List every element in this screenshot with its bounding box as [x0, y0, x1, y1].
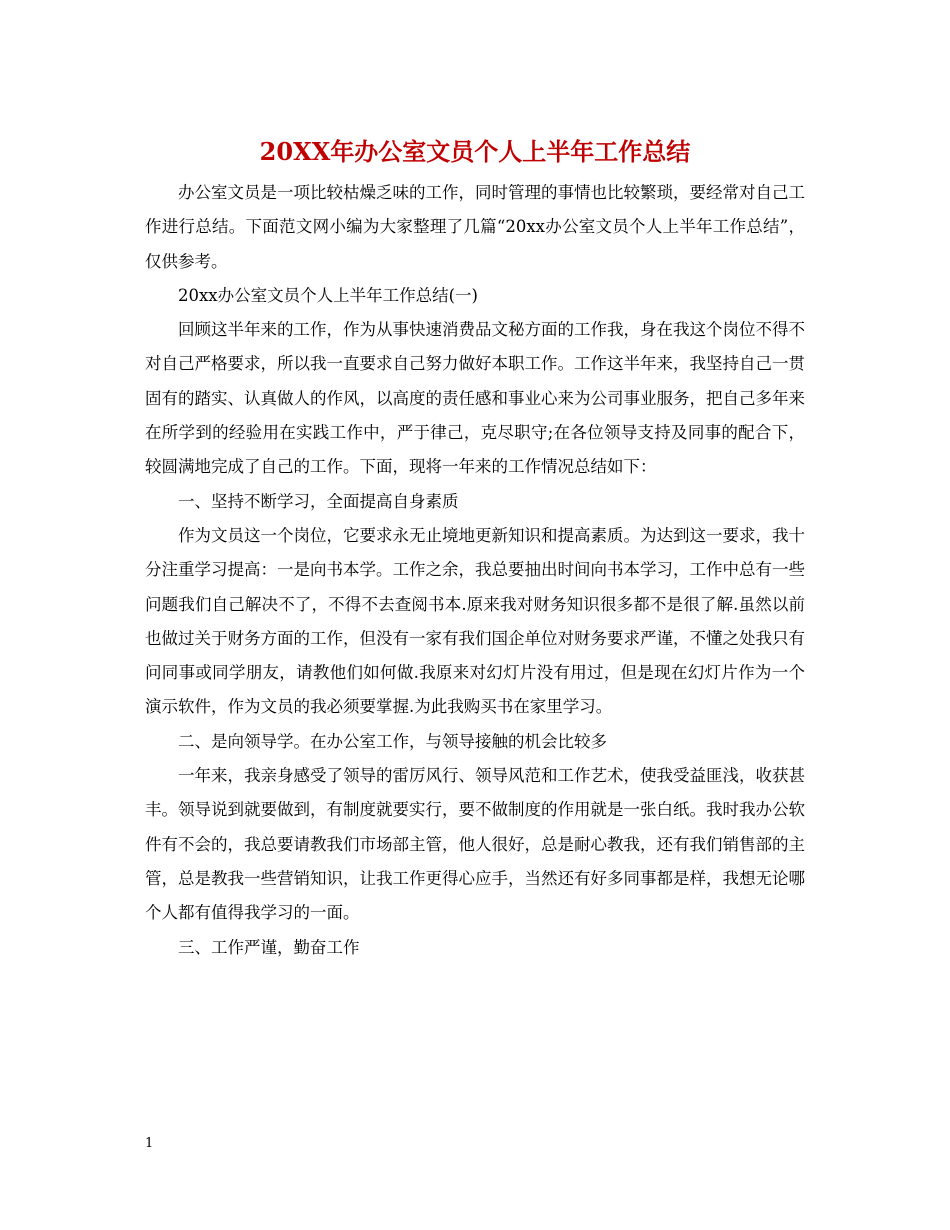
page-number: 1 [145, 1136, 154, 1151]
paragraph-heading-3: 三、工作严谨，勤奋工作 [178, 937, 360, 957]
document-body [145, 176, 805, 965]
paragraph-heading-1: 一、坚持不断学习，全面提高自身素质 [178, 491, 459, 511]
paragraph-intro: 办公室文员是一项比较枯燥乏味的工作，同时管理的事情也比较繁琐，要经常对自己工作进行总结。下面范文网小编为大家整理了几篇“20xx办公室文员个人上半年工作总结”，仅供参考。 [145, 183, 805, 271]
paragraph-leadership: 一年来，我亲身感受了领导的雷厉风行、领导风范和工作艺术，使我受益匪浅，收获甚丰。领导说到就要做到，有制度就要实行，要不做制度的作用就是一张白纸。我时我办公软件有不会的，我总要请教我们市场部主管，他人很好，总是耐心教我，还有我们销售部的主管，总是教我一些营销知识，让我工作更得心应手，当然还有好多同事都是样，我想无论哪个人都有值得我学习的一面。 [145, 766, 805, 923]
document-title: 20XX年办公室文员个人上半年工作总结 [259, 137, 691, 166]
paragraph-study: 作为文员这一个岗位，它要求永无止境地更新知识和提高素质。为达到这一要求，我十分注重学习提高：一是向书本学。工作之余，我总要抽出时间向书本学习，工作中总有一些问题我们自己解决不了，不得不去查阅书本.原来我对财务知识很多都不是很了解.虽然以前也做过关于财务方面的工作，但没有一家有我们国企单位对财务要求严谨，不懂之处我只有问同事或同学朋友，请教他们如何做.我原来对幻灯片没有用过，但是现在幻灯片作为一个演示软件，作为文员的我必须要掌握.为此我购买书在家里学习。 [145, 525, 805, 717]
paragraph-section-heading: 20xx办公室文员个人上半年工作总结(一) [178, 285, 478, 305]
paragraph-review: 回顾这半年来的工作，作为从事快速消费品文秘方面的工作我，身在我这个岗位不得不对自己严格要求，所以我一直要求自己努力做好本职工作。工作这半年来，我坚持自己一贯固有的踏实、认真做人的作风，以高度的责任感和事业心来为公司事业服务，把自己多年来在所学到的经验用在实践工作中，严于律己，克尽职守;在各位领导支持及同事的配合下，较圆满地完成了自己的工作。下面，现将一年来的工作情况总结如下： [145, 320, 805, 477]
paragraph-heading-2: 二、是向领导学。在办公室工作，与领导接触的机会比较多 [178, 731, 607, 751]
